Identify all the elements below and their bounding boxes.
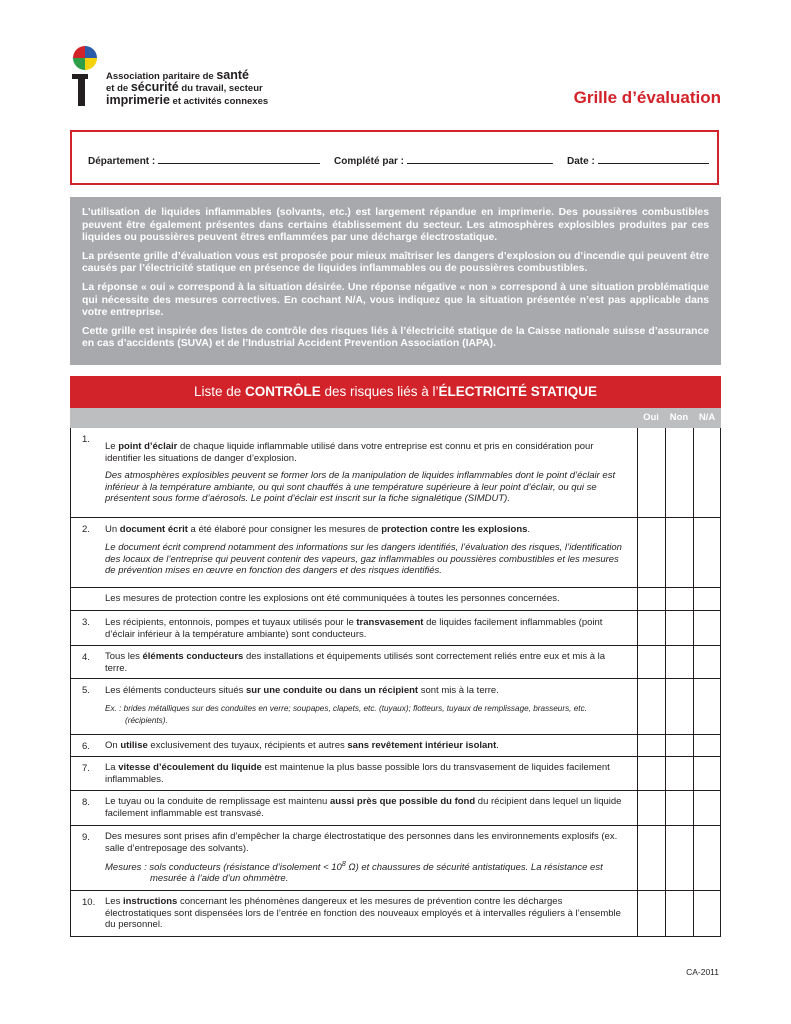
checkbox-non[interactable] (665, 646, 688, 679)
item-number: 2. (82, 524, 90, 535)
checkbox-na[interactable] (693, 611, 716, 646)
intro-box (70, 197, 721, 365)
intro-paragraph: L’utilisation de liquides inflammables (solvants, etc.) est largement répandue en imprimerie. Des poussières combustibles peuvent être également présentes dans certains établissement du secteur. Les atmosphères explosibles produites par ces liquides ou poussières peuvent êtres enflammées par une décharge électrostatique. (82, 207, 709, 244)
intro-paragraph: La présente grille d’évaluation vous est proposée pour mieux maîtriser les dangers d’explosion ou d’incendie qui peuvent être causés par l’électricité statique en présence de liquides inflammables ou de poussières combustibles. (82, 250, 709, 275)
intro-paragraph: Cette grille est inspirée des listes de contrôle des risques liés à l’électricité statique de la Caisse nationale suisse d’assurance en cas d’accidents (SUVA) et de l’Industrial Accident Prevention Association (IAPA). (82, 325, 709, 350)
item-text: Tous les éléments conducteurs des installations et équipements utilisés sont correctement reliés entre eux et mis à la terre. (105, 651, 606, 674)
item-text: Les récipients, entonnois, pompes et tuyaux utilisés pour le transvasement de liquides facilement inflammables (point d’éclair inférieur à la température ambiante) sont conducteurs. (105, 617, 603, 640)
checkbox-oui[interactable] (637, 428, 660, 518)
checkbox-oui[interactable] (637, 891, 660, 937)
checklist-row (70, 428, 721, 518)
item-text: Un document écrit a été élaboré pour consigner les mesures de protection contre les explosions. (105, 524, 531, 535)
checkbox-non[interactable] (665, 588, 688, 611)
date-line[interactable] (598, 154, 709, 164)
table-left-border (70, 428, 71, 937)
checkbox-na[interactable] (693, 791, 716, 826)
checklist-column-header (70, 408, 721, 428)
date-field[interactable] (567, 154, 709, 167)
checklist-row (70, 679, 721, 735)
checkbox-non[interactable] (665, 735, 688, 757)
checkbox-non[interactable] (665, 518, 688, 588)
checkbox-non[interactable] (665, 428, 688, 518)
departement-line[interactable] (158, 154, 320, 164)
checkbox-na[interactable] (693, 735, 716, 757)
item-number: 6. (82, 741, 90, 752)
checkbox-non[interactable] (665, 679, 688, 735)
checklist-row (70, 587, 721, 611)
checklist-title: Liste de CONTRÔLE des risques liés à l’ÉLECTRICITÉ STATIQUE (70, 376, 721, 408)
table-right-border (720, 428, 721, 937)
checkbox-non[interactable] (665, 611, 688, 646)
item-number: 10. (82, 897, 96, 908)
item-note: Mesures : sols conducteurs (résistance d’isolement < $10^8$ Ω) et chaussures de sécurité antistatiques. La résistance est (105, 861, 603, 874)
item-number: 1. (82, 434, 90, 445)
item-text: Le tuyau ou la conduite de remplissage est maintenu aussi près que possible du fond du récipient dans lequel un liquide facilement inflammable est transvasé. (105, 796, 622, 819)
checkbox-oui[interactable] (637, 611, 660, 646)
item-note: Des atmosphères explosibles peuvent se former lors de la manipulation de liquides inflammables dont le point d’éclair est inférieur à la température ambiante, ou qui sont chauffés à une température supérieure à leur point d’éclair, ou qui se présentent sous forme d’aérosols. Le point d’éclair est inscrit sur la fiche signalétique (SIMDUT). (105, 470, 616, 504)
checkbox-oui[interactable] (637, 791, 660, 826)
departement-field[interactable] (88, 154, 320, 167)
item-number: 5. (82, 685, 90, 696)
item-number: 8. (82, 797, 90, 808)
checkbox-oui[interactable] (637, 735, 660, 757)
checkbox-oui[interactable] (637, 679, 660, 735)
item-note: Le document écrit comprend notamment des informations sur les dangers identifiés, l’évaluation des risques, l’identification des locaux de l’entreprise qui peuvent contenir des vapeurs, gaz inflammables ou poussières combustibles et les mesures de prévention mises en œuvre en fonction des dangers et des risques identifiés. (105, 542, 622, 576)
item-note: mesurée à l’aide d’un ohmmètre. (150, 873, 289, 884)
item-number: 7. (82, 763, 90, 774)
org-name-line3: imprimerie et activités connexes (106, 93, 269, 107)
checkbox-non[interactable] (665, 826, 688, 891)
checkbox-non[interactable] (665, 757, 688, 791)
checkbox-non[interactable] (665, 791, 688, 826)
intro-paragraph: La réponse « oui » correspond à la situation désirée. Une réponse négative « non » correspond à une situation problématique qui nécessite des mesures correctives. En cochant N/A, vous indiquez que la situation présentée n’est pas applicable dans votre entreprise. (82, 281, 709, 319)
checklist-row (70, 891, 721, 937)
org-logo (68, 44, 269, 110)
org-name-line1: Association paritaire de santé (106, 68, 249, 82)
item-text: Le point d’éclair de chaque liquide inflammable utilisé dans votre entreprise est connu et pris en considération pour identifier les situations de danger d’explosion. (105, 441, 594, 464)
date-label: Date : (567, 156, 595, 167)
checklist-row (70, 826, 721, 891)
checkbox-oui[interactable] (637, 757, 660, 791)
checkbox-oui[interactable] (637, 588, 660, 611)
info-box (70, 130, 719, 185)
checklist-row (70, 757, 721, 791)
complete-par-field[interactable] (334, 154, 553, 167)
document-title: Grille d’évaluation (573, 88, 721, 107)
item-number: 9. (82, 832, 90, 843)
checklist-row (70, 791, 721, 826)
checkbox-na[interactable] (693, 588, 716, 611)
logo-mark-icon (68, 44, 102, 110)
checkbox-na[interactable] (693, 757, 716, 791)
checklist-row (70, 735, 721, 757)
checkbox-oui[interactable] (637, 646, 660, 679)
checkbox-na[interactable] (693, 428, 716, 518)
col-oui: Oui (643, 412, 659, 423)
checkbox-oui[interactable] (637, 826, 660, 891)
checkbox-na[interactable] (693, 518, 716, 588)
item-text: On utilise exclusivement des tuyaux, récipients et autres sans revêtement intérieur isolant. (105, 740, 499, 751)
checkbox-oui[interactable] (637, 518, 660, 588)
item-number: 4. (82, 652, 90, 663)
departement-label: Département : (88, 156, 156, 167)
item-text: Les éléments conducteurs situés sur une conduite ou dans un récipient sont mis à la terre. (105, 685, 499, 696)
item-text: Des mesures sont prises afin d’empêcher la charge électrostatique des personnes dans les environnements explosifs (ex. salle d’entreposage des solvants). (105, 831, 618, 854)
checklist-row (70, 646, 721, 679)
checklist-row (70, 518, 721, 587)
checkbox-na[interactable] (693, 891, 716, 937)
complete-par-label: Complété par : (334, 156, 405, 167)
item-number: 3. (82, 617, 90, 628)
item-text: La vitesse d’écoulement du liquide est maintenue la plus basse possible lors du transvasement de liquides facilement inflammables. (105, 762, 610, 785)
org-name-line2: et de sécurité du travail, secteur (106, 80, 263, 94)
col-na: N/A (698, 412, 716, 423)
checkbox-non[interactable] (665, 891, 688, 937)
checklist-row (70, 611, 721, 646)
item-note: (récipients). (125, 716, 168, 725)
col-non: Non (669, 412, 689, 423)
item-text: Les instructions concernant les phénomènes dangereux et les mesures de prévention contre les décharges électrostatiques sont dispensées lors de l’entrée en fonction des nouveaux employés et à intervalles réguliers à l’ensemble du personnel. (105, 896, 621, 930)
checkbox-na[interactable] (693, 646, 716, 679)
footer-code: CA-2011 (686, 967, 719, 977)
checkbox-na[interactable] (693, 679, 716, 735)
item-text: Les mesures de protection contre les explosions ont été communiquées à toutes les personnes concernées. (105, 593, 560, 604)
checkbox-na[interactable] (693, 826, 716, 891)
complete-par-line[interactable] (407, 154, 553, 164)
item-note: Ex. : brides métalliques sur des conduites en verre; soupapes, clapets, etc. (tuyaux); flotteurs, tuyaux de remplissage, brasseurs, etc. (105, 704, 587, 713)
